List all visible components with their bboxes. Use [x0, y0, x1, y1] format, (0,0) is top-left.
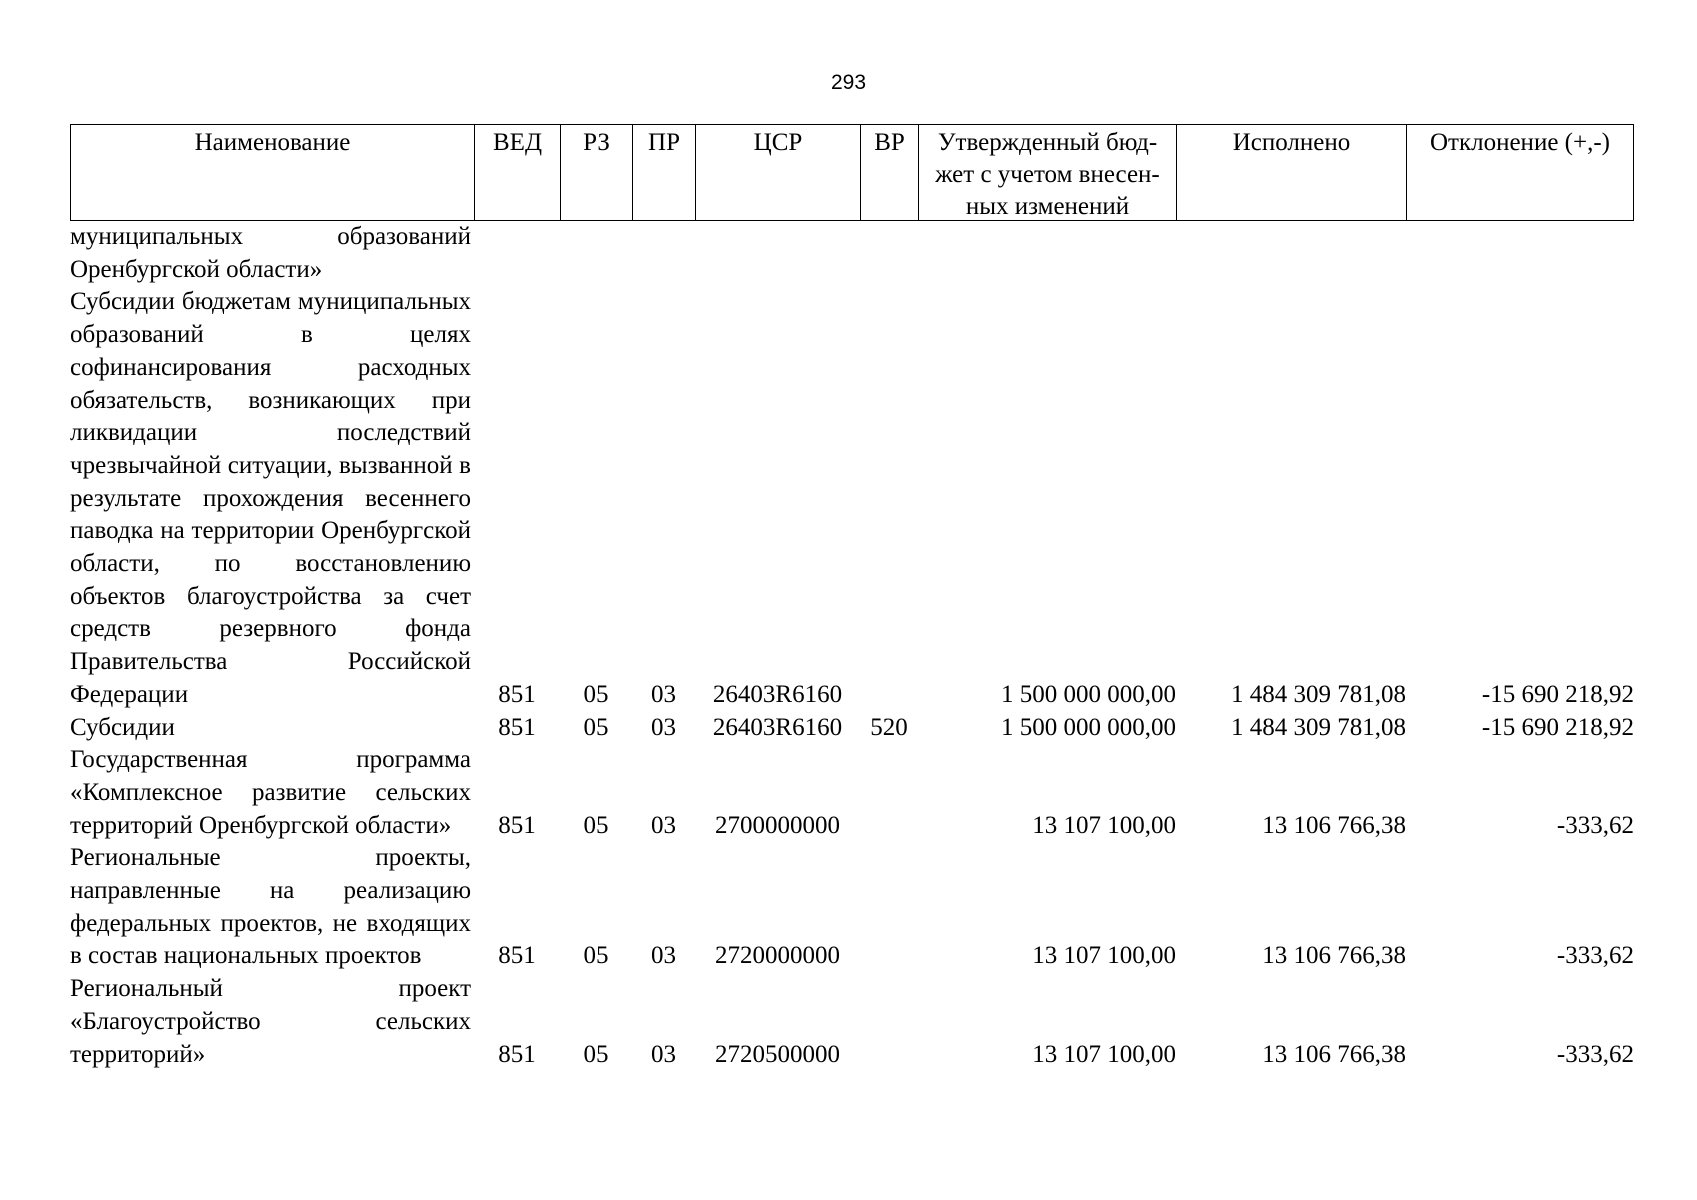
table-cell-rz — [560, 221, 632, 286]
table-cell-deviation — [1406, 221, 1634, 286]
table-cell-executed: 1 484 309 781,08 — [1231, 680, 1406, 708]
table-cell-vr — [860, 744, 918, 842]
table-cell-budget: 13 107 100,00 — [1032, 942, 1176, 970]
table-cell-vr — [860, 286, 918, 711]
table-row-name: Государственная программа «Комплексное развитие сельских территорий Оренбургской области» — [70, 746, 471, 839]
table-cell-executed — [1176, 221, 1406, 286]
table-cell-executed: 13 106 766,38 — [1262, 1040, 1406, 1068]
table-cell-rz: 05 — [583, 811, 609, 839]
table-header — [70, 124, 1634, 221]
table-cell-csr: 2720000000 — [715, 942, 840, 970]
table-cell-csr: 2700000000 — [715, 811, 840, 839]
table-cell-ved: 851 — [498, 713, 536, 741]
table-cell-rz: 05 — [583, 942, 609, 970]
header-executed: Исполнено — [1176, 124, 1406, 221]
table-cell-ved — [474, 221, 560, 286]
header-pr: ПР — [632, 124, 695, 221]
table-cell-pr: 03 — [651, 942, 676, 970]
table-row-name: Субсидии бюджетам муниципальных образований в целях софинансирования расходных обязательств, возникающих при ликвидации последствий чрезвычайной ситуации, вызванной в результате прохождения весеннего паводка на территории Оренбургской области, по восстановлению объектов благоустройства за счет средств резервного фонда Правительства Российской Федерации — [70, 288, 471, 708]
table-cell-pr: 03 — [651, 680, 676, 708]
header-vr: ВР — [860, 124, 918, 221]
table-cell-vr: 520 — [870, 713, 908, 741]
table-cell-csr: 26403R6160 — [712, 713, 843, 741]
header-csr: ЦСР — [695, 124, 860, 221]
table-cell-pr — [632, 221, 695, 286]
table-cell-csr — [695, 221, 860, 286]
header-budget: Утвержденный бюд-жет с учетом внесен-ных изменений — [918, 124, 1176, 221]
table-cell-vr — [860, 842, 918, 973]
table-cell-vr — [860, 221, 918, 286]
table-cell-deviation: -333,62 — [1556, 1040, 1634, 1068]
table-cell-executed: 13 106 766,38 — [1262, 942, 1406, 970]
table-cell-executed: 1 484 309 781,08 — [1231, 713, 1406, 741]
table-cell-budget: 1 500 000 000,00 — [1001, 680, 1176, 708]
page-number: 293 — [830, 71, 867, 94]
table-cell-budget: 1 500 000 000,00 — [1001, 713, 1176, 741]
table-cell-vr — [860, 973, 918, 1071]
table-cell-csr: 26403R6160 — [712, 680, 843, 708]
header-ved: ВЕД — [474, 124, 560, 221]
header-rz: РЗ — [560, 124, 632, 221]
table-cell-ved: 851 — [498, 680, 536, 708]
table-cell-deviation: -333,62 — [1556, 942, 1634, 970]
header-deviation: Отклонение (+,-) — [1406, 124, 1634, 221]
table-cell-rz: 05 — [583, 713, 609, 741]
table-cell-deviation: -15 690 218,92 — [1481, 713, 1634, 741]
table-cell-deviation: -15 690 218,92 — [1481, 680, 1634, 708]
table-cell-rz: 05 — [583, 1040, 609, 1068]
table-cell-rz: 05 — [583, 680, 609, 708]
budget-table — [70, 124, 1634, 1071]
table-cell-pr: 03 — [651, 811, 676, 839]
table-cell-budget: 13 107 100,00 — [1032, 811, 1176, 839]
table-cell-ved: 851 — [498, 1040, 536, 1068]
table-cell-budget — [918, 221, 1176, 286]
table-cell-ved: 851 — [498, 811, 536, 839]
table-cell-budget: 13 107 100,00 — [1032, 1040, 1176, 1068]
table-row-name: муниципальных образований Оренбургской области» — [70, 223, 471, 283]
table-cell-executed: 13 106 766,38 — [1262, 811, 1406, 839]
header-name: Наименование — [70, 124, 474, 221]
table-cell-csr: 2720500000 — [715, 1040, 840, 1068]
table-cell-pr: 03 — [651, 1040, 676, 1068]
table-row-name: Региональные проекты, направленные на реализацию федеральных проектов, не входящих в состав национальных проектов — [70, 844, 471, 970]
table-row-name: Региональный проект «Благоустройство сельских территорий» — [70, 975, 471, 1068]
table-cell-deviation: -333,62 — [1556, 811, 1634, 839]
table-body — [70, 221, 1634, 1071]
table-cell-pr: 03 — [651, 713, 676, 741]
table-cell-ved: 851 — [498, 942, 536, 970]
table-row-name: Субсидии — [70, 713, 175, 741]
